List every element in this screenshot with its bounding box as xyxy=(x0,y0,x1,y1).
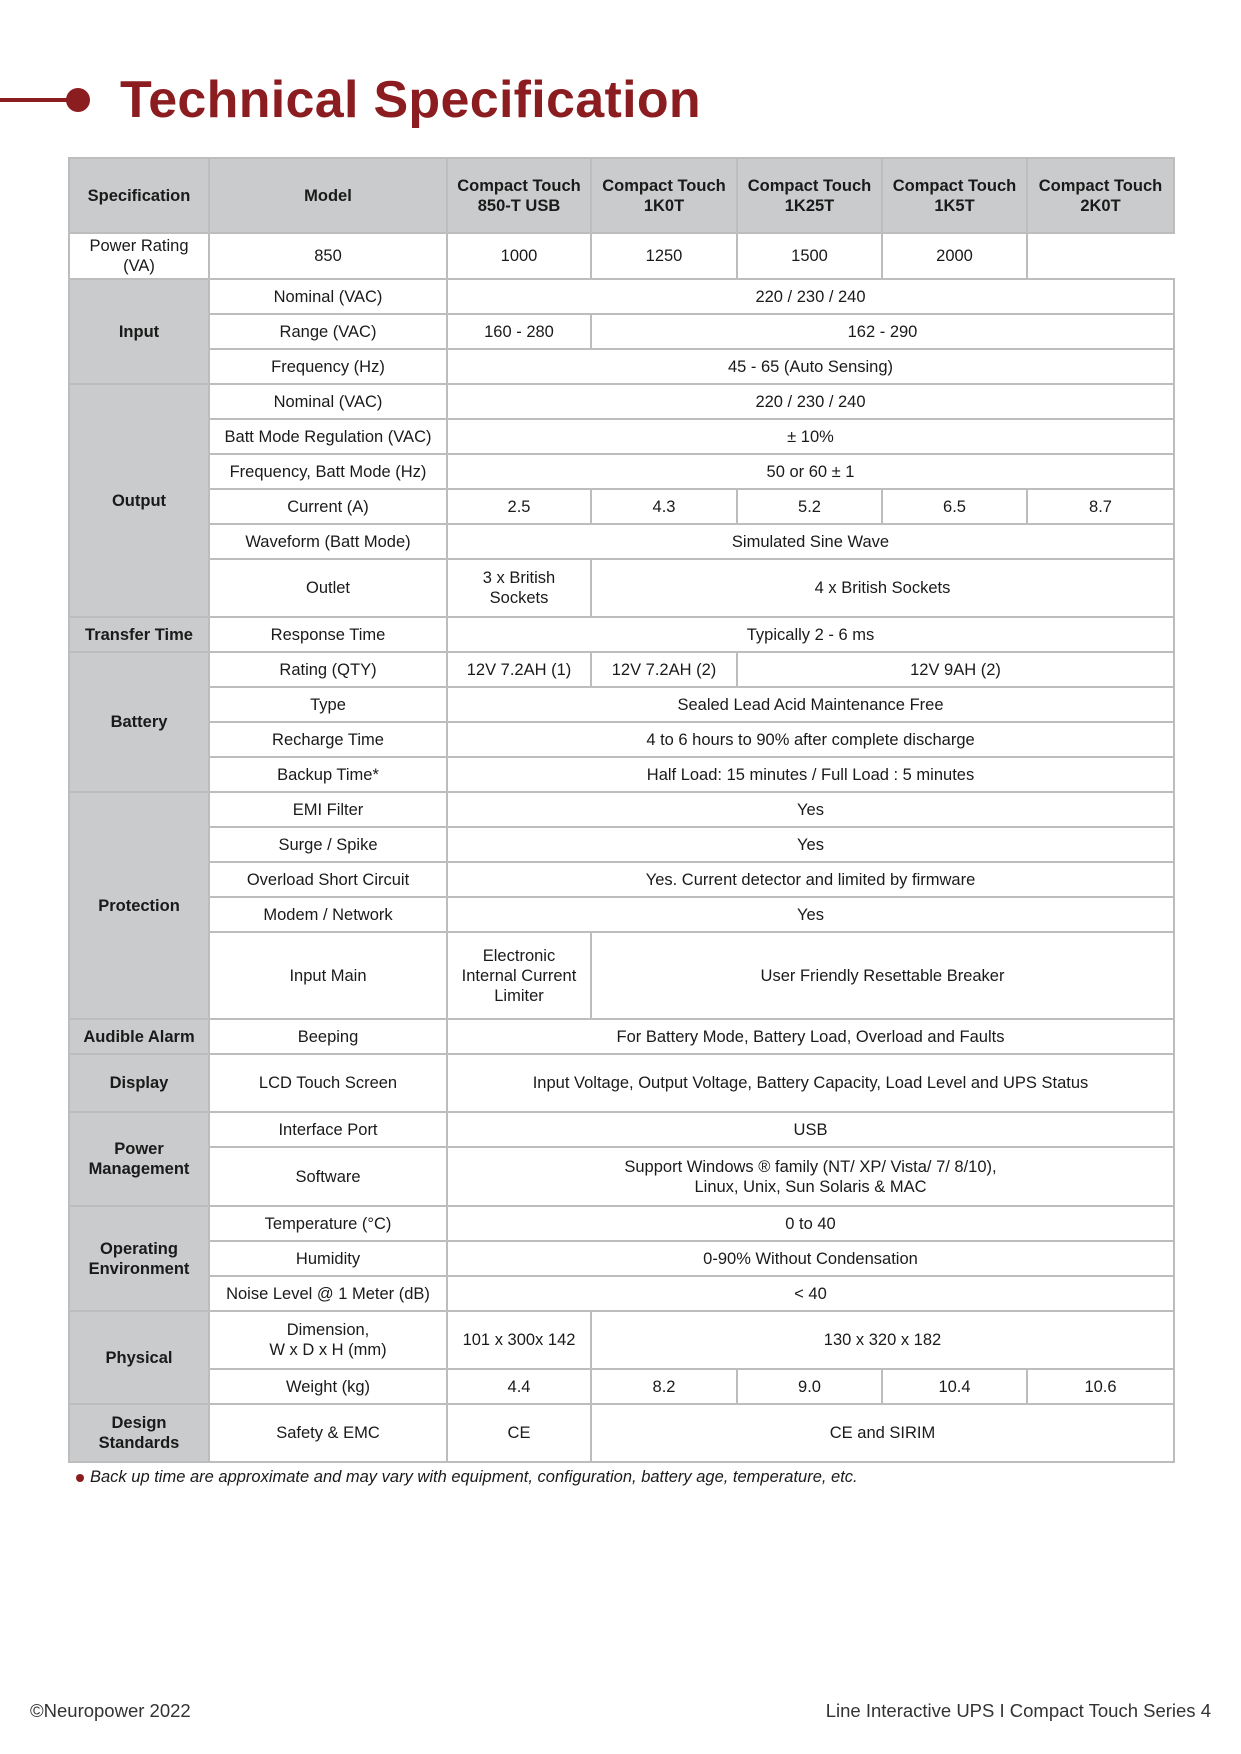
cell-value: 4.3 xyxy=(591,489,737,524)
cell-value: 5.2 xyxy=(737,489,882,524)
cell-value: 1500 xyxy=(737,233,882,279)
cell-value: Input Voltage, Output Voltage, Battery Capacity, Load Level and UPS Status xyxy=(447,1054,1174,1112)
cell-value: 130 x 320 x 182 xyxy=(591,1311,1174,1369)
table-row xyxy=(69,233,1174,279)
row-label: Weight (kg) xyxy=(209,1369,447,1404)
table-row xyxy=(69,1369,1174,1404)
row-label: Batt Mode Regulation (VAC) xyxy=(209,419,447,454)
cell-value: 8.2 xyxy=(591,1369,737,1404)
table-row xyxy=(69,1311,1174,1369)
row-label: Dimension, W x D x H (mm) xyxy=(209,1311,447,1369)
row-label: Power Rating (VA) xyxy=(69,233,209,279)
row-label: Current (A) xyxy=(209,489,447,524)
group-audible-alarm: Audible Alarm xyxy=(69,1019,209,1054)
cell-value: Sealed Lead Acid Maintenance Free xyxy=(447,687,1174,722)
title-accent-line xyxy=(0,98,75,102)
title-accent-dot xyxy=(66,88,90,112)
cell-value: Electronic Internal Current Limiter xyxy=(447,932,591,1019)
group-power-management: Power Management xyxy=(69,1112,209,1206)
row-label: Humidity xyxy=(209,1241,447,1276)
cell-value: 12V 7.2AH (2) xyxy=(591,652,737,687)
row-label: Temperature (°C) xyxy=(209,1206,447,1241)
cell-value: 0 to 40 xyxy=(447,1206,1174,1241)
table-row xyxy=(69,827,1174,862)
cell-value: 10.6 xyxy=(1027,1369,1174,1404)
cell-value: For Battery Mode, Battery Load, Overload and Faults xyxy=(447,1019,1174,1054)
table-row xyxy=(69,792,1174,827)
cell-value: 2000 xyxy=(882,233,1027,279)
cell-value: 9.0 xyxy=(737,1369,882,1404)
cell-value: 4.4 xyxy=(447,1369,591,1404)
cell-value: 6.5 xyxy=(882,489,1027,524)
cell-value: Support Windows ® family (NT/ XP/ Vista/ 7/ 8/10), Linux, Unix, Sun Solaris & MAC xyxy=(447,1147,1174,1206)
cell-value: Simulated Sine Wave xyxy=(447,524,1174,559)
table-row xyxy=(69,384,1174,419)
cell-value: 3 x British Sockets xyxy=(447,559,591,617)
cell-value: 101 x 300x 142 xyxy=(447,1311,591,1369)
group-input: Input xyxy=(69,279,209,384)
cell-value: 45 - 65 (Auto Sensing) xyxy=(447,349,1174,384)
table-row xyxy=(69,524,1174,559)
table-row xyxy=(69,897,1174,932)
cell-value: 1000 xyxy=(447,233,591,279)
table-row xyxy=(69,757,1174,792)
cell-value: 12V 9AH (2) xyxy=(737,652,1174,687)
table-row xyxy=(69,1404,1174,1462)
row-label: Modem / Network xyxy=(209,897,447,932)
table-row xyxy=(69,1147,1174,1206)
model-header: Model xyxy=(209,158,447,233)
group-operating-environment: Operating Environment xyxy=(69,1206,209,1311)
table-row xyxy=(69,1241,1174,1276)
page-title: Technical Specification xyxy=(120,71,701,129)
row-label: Surge / Spike xyxy=(209,827,447,862)
row-label: Range (VAC) xyxy=(209,314,447,349)
row-label: Recharge Time xyxy=(209,722,447,757)
row-label: LCD Touch Screen xyxy=(209,1054,447,1112)
cell-value: USB xyxy=(447,1112,1174,1147)
cell-value: 12V 7.2AH (1) xyxy=(447,652,591,687)
cell-value: 220 / 230 / 240 xyxy=(447,384,1174,419)
cell-value: 1250 xyxy=(591,233,737,279)
group-transfer-time: Transfer Time xyxy=(69,617,209,652)
row-label: Overload Short Circuit xyxy=(209,862,447,897)
cell-value: 0-90% Without Condensation xyxy=(447,1241,1174,1276)
group-output: Output xyxy=(69,384,209,617)
cell-value: 4 x British Sockets xyxy=(591,559,1174,617)
cell-value: CE and SIRIM xyxy=(591,1404,1174,1462)
cell-value: Half Load: 15 minutes / Full Load : 5 minutes xyxy=(447,757,1174,792)
row-label: Rating (QTY) xyxy=(209,652,447,687)
row-label: Type xyxy=(209,687,447,722)
cell-value: CE xyxy=(447,1404,591,1462)
model-col-4: Compact Touch 1K5T xyxy=(882,158,1027,233)
table-row xyxy=(69,932,1174,1019)
group-design-standards: Design Standards xyxy=(69,1404,209,1462)
row-label: Safety & EMC xyxy=(209,1404,447,1462)
row-label: Waveform (Batt Mode) xyxy=(209,524,447,559)
row-label: Software xyxy=(209,1147,447,1206)
group-physical: Physical xyxy=(69,1311,209,1404)
row-label: Input Main xyxy=(209,932,447,1019)
table-row xyxy=(69,419,1174,454)
row-label: Nominal (VAC) xyxy=(209,384,447,419)
table-row xyxy=(69,722,1174,757)
table-row xyxy=(69,559,1174,617)
group-display: Display xyxy=(69,1054,209,1112)
model-col-5: Compact Touch 2K0T xyxy=(1027,158,1174,233)
row-label: Outlet xyxy=(209,559,447,617)
cell-value: 160 - 280 xyxy=(447,314,591,349)
cell-value: 2.5 xyxy=(447,489,591,524)
row-label: Backup Time* xyxy=(209,757,447,792)
cell-value: Typically 2 - 6 ms xyxy=(447,617,1174,652)
table-row xyxy=(69,1112,1174,1147)
spec-table xyxy=(68,157,1175,1463)
footer-copyright: ©Neuropower 2022 xyxy=(30,1700,191,1721)
cell-value: 850 xyxy=(209,233,447,279)
footnote: Back up time are approximate and may vary with equipment, configuration, battery age, temperature, etc. xyxy=(76,1468,858,1487)
cell-value: ± 10% xyxy=(447,419,1174,454)
cell-value: User Friendly Resettable Breaker xyxy=(591,932,1174,1019)
row-label: Frequency, Batt Mode (Hz) xyxy=(209,454,447,489)
model-col-2: Compact Touch 1K0T xyxy=(591,158,737,233)
cell-value: 220 / 230 / 240 xyxy=(447,279,1174,314)
table-row xyxy=(69,617,1174,652)
model-col-1: Compact Touch 850-T USB xyxy=(447,158,591,233)
row-label: Interface Port xyxy=(209,1112,447,1147)
cell-value: Yes xyxy=(447,897,1174,932)
header-row xyxy=(69,158,1174,233)
table-row xyxy=(69,652,1174,687)
table-row xyxy=(69,1206,1174,1241)
table-row xyxy=(69,862,1174,897)
table-row xyxy=(69,314,1174,349)
row-label: Beeping xyxy=(209,1019,447,1054)
table-row xyxy=(69,454,1174,489)
table-row xyxy=(69,687,1174,722)
cell-value: 162 - 290 xyxy=(591,314,1174,349)
bullet-icon xyxy=(76,1474,84,1482)
model-col-3: Compact Touch 1K25T xyxy=(737,158,882,233)
cell-value: < 40 xyxy=(447,1276,1174,1311)
cell-value: 4 to 6 hours to 90% after complete discharge xyxy=(447,722,1174,757)
table-row xyxy=(69,489,1174,524)
table-row xyxy=(69,1276,1174,1311)
cell-value: 50 or 60 ± 1 xyxy=(447,454,1174,489)
row-label: Noise Level @ 1 Meter (dB) xyxy=(209,1276,447,1311)
cell-value: 10.4 xyxy=(882,1369,1027,1404)
cell-value: Yes. Current detector and limited by firmware xyxy=(447,862,1174,897)
row-label: Frequency (Hz) xyxy=(209,349,447,384)
cell-value: Yes xyxy=(447,827,1174,862)
row-label: Response Time xyxy=(209,617,447,652)
row-label: Nominal (VAC) xyxy=(209,279,447,314)
cell-value: Yes xyxy=(447,792,1174,827)
table-row xyxy=(69,349,1174,384)
row-label: EMI Filter xyxy=(209,792,447,827)
table-row xyxy=(69,279,1174,314)
specification-header: Specification xyxy=(69,158,209,233)
table-row xyxy=(69,1019,1174,1054)
table-row xyxy=(69,1054,1174,1112)
cell-value: 8.7 xyxy=(1027,489,1174,524)
group-protection: Protection xyxy=(69,792,209,1019)
group-battery: Battery xyxy=(69,652,209,792)
footer-page-info: Line Interactive UPS I Compact Touch Series 4 xyxy=(825,1700,1211,1721)
